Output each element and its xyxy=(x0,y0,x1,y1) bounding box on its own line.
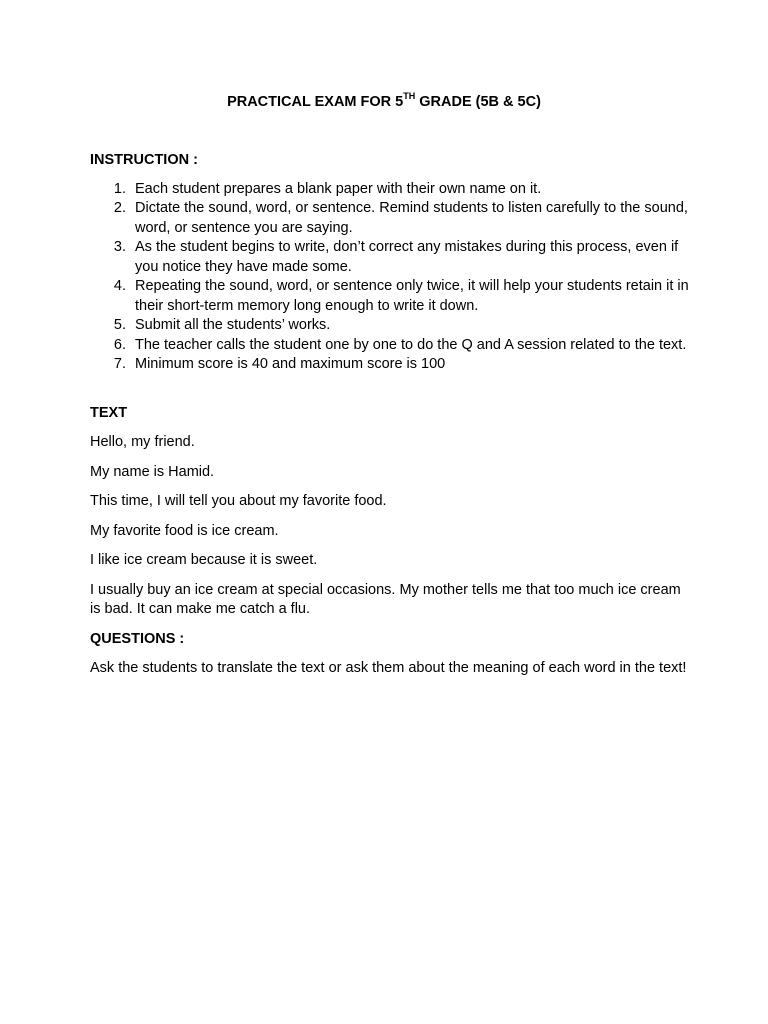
text-paragraph: I like ice cream because it is sweet. xyxy=(90,552,318,568)
title-prefix: PRACTICAL EXAM FOR 5 xyxy=(227,94,404,110)
list-item-number: 3. xyxy=(113,239,126,255)
list-item-text: Minimum score is 40 and maximum score is 100 xyxy=(135,356,446,372)
list-item-text: Each student prepares a blank paper with their own name on it. xyxy=(135,180,542,197)
text-paragraph: This time, I will tell you about my favorite food. xyxy=(90,493,387,509)
title-suffix: GRADE (5B & 5C) xyxy=(415,94,541,110)
list-item xyxy=(90,199,690,238)
list-item-text: Dictate the sound, word, or sentence. Remind students to listen carefully to the sound, word, or sentence you are saying. xyxy=(135,200,688,236)
text-paragraph: My favorite food is ice cream. xyxy=(90,522,279,539)
list-item-text: Repeating the sound, word, or sentence only twice, it will help your students retain it in their short-term memory long enough to write it down. xyxy=(135,278,689,314)
list-item xyxy=(90,180,690,200)
list-item-text: Submit all the students’ works. xyxy=(135,317,331,333)
list-item xyxy=(90,316,690,336)
list-item-number: 6. xyxy=(113,336,126,353)
text-heading: TEXT xyxy=(90,404,128,421)
instruction-list xyxy=(90,180,690,375)
title-superscript: TH xyxy=(403,91,416,102)
list-item-text: As the student begins to write, don’t correct any mistakes during this process, even if you notice they have made some. xyxy=(135,239,679,275)
text-paragraph: My name is Hamid. xyxy=(90,463,215,480)
text-paragraph: I usually buy an ice cream at special occasions. My mother tells me that too much ice cream is bad. It can make me catch a flu. xyxy=(90,581,681,617)
list-item-number: 7. xyxy=(113,356,126,372)
list-item xyxy=(90,277,690,316)
list-item-number: 5. xyxy=(113,317,126,333)
questions-heading: QUESTIONS : xyxy=(90,630,185,647)
list-item-number: 1. xyxy=(113,180,126,197)
list-item-number: 4. xyxy=(113,278,126,294)
instruction-heading: INSTRUCTION : xyxy=(90,152,198,168)
list-item xyxy=(90,336,690,356)
list-item xyxy=(90,238,690,277)
text-paragraph: Hello, my friend. xyxy=(90,434,195,450)
document-body xyxy=(90,151,690,689)
page-title xyxy=(0,92,768,112)
list-item-number: 2. xyxy=(113,200,126,216)
list-item xyxy=(90,355,690,375)
list-item-text: The teacher calls the student one by one to do the Q and A session related to the text. xyxy=(135,336,687,353)
questions-text: Ask the students to translate the text or ask them about the meaning of each word in the text! xyxy=(90,660,687,676)
